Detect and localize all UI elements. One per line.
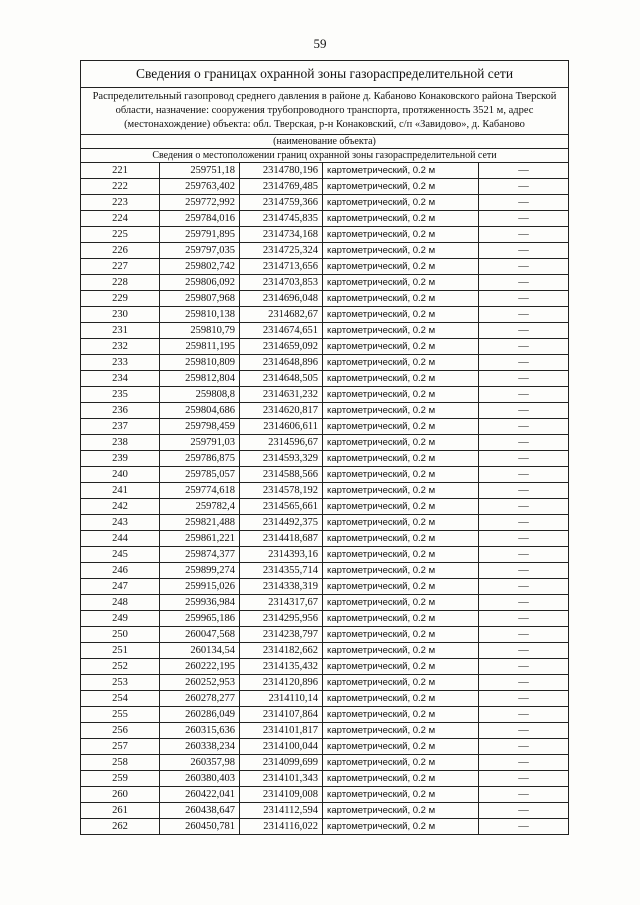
point-number-cell: 244	[81, 531, 160, 547]
table-row	[81, 211, 569, 227]
description-cell: —	[479, 243, 569, 259]
method-cell: картометрический, 0.2 м	[323, 739, 479, 755]
method-cell: картометрический, 0.2 м	[323, 355, 479, 371]
section-header-row	[81, 149, 569, 163]
x-coordinate-cell: 260278,277	[160, 691, 240, 707]
description-cell: —	[479, 611, 569, 627]
description-cell: —	[479, 659, 569, 675]
x-coordinate-cell: 259772,992	[160, 195, 240, 211]
point-number-cell: 248	[81, 595, 160, 611]
y-coordinate-cell: 2314338,319	[240, 579, 323, 595]
point-number-cell: 233	[81, 355, 160, 371]
method-cell: картометрический, 0.2 м	[323, 547, 479, 563]
x-coordinate-cell: 260438,647	[160, 803, 240, 819]
x-coordinate-cell: 259811,195	[160, 339, 240, 355]
point-number-cell: 260	[81, 787, 160, 803]
point-number-cell: 225	[81, 227, 160, 243]
point-number-cell: 221	[81, 163, 160, 179]
table-row	[81, 819, 569, 835]
point-number-cell: 257	[81, 739, 160, 755]
point-number-cell: 232	[81, 339, 160, 355]
point-number-cell: 262	[81, 819, 160, 835]
table-row	[81, 179, 569, 195]
x-coordinate-cell: 260134,54	[160, 643, 240, 659]
description-cell: —	[479, 627, 569, 643]
table-row	[81, 691, 569, 707]
y-coordinate-cell: 2314135,432	[240, 659, 323, 675]
description-cell: —	[479, 547, 569, 563]
y-coordinate-cell: 2314725,324	[240, 243, 323, 259]
y-coordinate-cell: 2314593,329	[240, 451, 323, 467]
method-cell: картометрический, 0.2 м	[323, 515, 479, 531]
table-row	[81, 371, 569, 387]
point-number-cell: 224	[81, 211, 160, 227]
table-row	[81, 627, 569, 643]
y-coordinate-cell: 2314745,835	[240, 211, 323, 227]
description-cell: —	[479, 451, 569, 467]
method-cell: картометрический, 0.2 м	[323, 819, 479, 835]
table-row	[81, 435, 569, 451]
y-coordinate-cell: 2314674,651	[240, 323, 323, 339]
method-cell: картометрический, 0.2 м	[323, 451, 479, 467]
point-number-cell: 258	[81, 755, 160, 771]
table-row	[81, 243, 569, 259]
point-number-cell: 239	[81, 451, 160, 467]
x-coordinate-cell: 259784,016	[160, 211, 240, 227]
point-number-cell: 231	[81, 323, 160, 339]
description-cell: —	[479, 819, 569, 835]
table-body	[81, 61, 569, 835]
description-cell: —	[479, 211, 569, 227]
table-row	[81, 403, 569, 419]
method-cell: картометрический, 0.2 м	[323, 467, 479, 483]
table-row	[81, 659, 569, 675]
method-cell: картометрический, 0.2 м	[323, 499, 479, 515]
table-row	[81, 675, 569, 691]
method-cell: картометрический, 0.2 м	[323, 595, 479, 611]
x-coordinate-cell: 259791,03	[160, 435, 240, 451]
description-cell: —	[479, 755, 569, 771]
x-coordinate-cell: 259807,968	[160, 291, 240, 307]
y-coordinate-cell: 2314393,16	[240, 547, 323, 563]
y-coordinate-cell: 2314620,817	[240, 403, 323, 419]
table-row	[81, 355, 569, 371]
table-row	[81, 419, 569, 435]
method-cell: картометрический, 0.2 м	[323, 419, 479, 435]
description-cell: —	[479, 771, 569, 787]
x-coordinate-cell: 259874,377	[160, 547, 240, 563]
method-cell: картометрический, 0.2 м	[323, 691, 479, 707]
table-title: Сведения о границах охранной зоны газораспределительной сети	[81, 61, 569, 88]
method-cell: картометрический, 0.2 м	[323, 291, 479, 307]
point-number-cell: 236	[81, 403, 160, 419]
y-coordinate-cell: 2314780,196	[240, 163, 323, 179]
y-coordinate-cell: 2314596,67	[240, 435, 323, 451]
point-number-cell: 259	[81, 771, 160, 787]
description-cell: —	[479, 387, 569, 403]
table-row	[81, 771, 569, 787]
x-coordinate-cell: 259965,186	[160, 611, 240, 627]
method-cell: картометрический, 0.2 м	[323, 403, 479, 419]
point-number-cell: 229	[81, 291, 160, 307]
method-cell: картометрический, 0.2 м	[323, 179, 479, 195]
description-cell: —	[479, 259, 569, 275]
description-cell: —	[479, 163, 569, 179]
point-number-cell: 251	[81, 643, 160, 659]
description-cell: —	[479, 371, 569, 387]
table-row	[81, 563, 569, 579]
object-caption: (наименование объекта)	[81, 135, 569, 149]
description-cell: —	[479, 803, 569, 819]
point-number-cell: 246	[81, 563, 160, 579]
method-cell: картометрический, 0.2 м	[323, 259, 479, 275]
x-coordinate-cell: 260286,049	[160, 707, 240, 723]
y-coordinate-cell: 2314648,896	[240, 355, 323, 371]
table-row	[81, 611, 569, 627]
y-coordinate-cell: 2314418,687	[240, 531, 323, 547]
x-coordinate-cell: 259751,18	[160, 163, 240, 179]
caption-row	[81, 135, 569, 149]
y-coordinate-cell: 2314116,022	[240, 819, 323, 835]
point-number-cell: 256	[81, 723, 160, 739]
x-coordinate-cell: 259774,618	[160, 483, 240, 499]
point-number-cell: 245	[81, 547, 160, 563]
y-coordinate-cell: 2314606,611	[240, 419, 323, 435]
point-number-cell: 238	[81, 435, 160, 451]
method-cell: картометрический, 0.2 м	[323, 195, 479, 211]
method-cell: картометрический, 0.2 м	[323, 627, 479, 643]
x-coordinate-cell: 260252,953	[160, 675, 240, 691]
y-coordinate-cell: 2314112,594	[240, 803, 323, 819]
method-cell: картометрический, 0.2 м	[323, 803, 479, 819]
description-row	[81, 88, 569, 135]
method-cell: картометрический, 0.2 м	[323, 323, 479, 339]
point-number-cell: 222	[81, 179, 160, 195]
description-cell: —	[479, 579, 569, 595]
method-cell: картометрический, 0.2 м	[323, 531, 479, 547]
y-coordinate-cell: 2314759,366	[240, 195, 323, 211]
method-cell: картометрический, 0.2 м	[323, 483, 479, 499]
y-coordinate-cell: 2314109,008	[240, 787, 323, 803]
x-coordinate-cell: 259791,895	[160, 227, 240, 243]
y-coordinate-cell: 2314355,714	[240, 563, 323, 579]
table-row	[81, 291, 569, 307]
method-cell: картометрический, 0.2 м	[323, 723, 479, 739]
point-number-cell: 227	[81, 259, 160, 275]
x-coordinate-cell: 259786,875	[160, 451, 240, 467]
y-coordinate-cell: 2314565,661	[240, 499, 323, 515]
method-cell: картометрический, 0.2 м	[323, 787, 479, 803]
table-row	[81, 803, 569, 819]
section-header: Сведения о местоположении границ охранной зоны газораспределительной сети	[81, 149, 569, 163]
y-coordinate-cell: 2314703,853	[240, 275, 323, 291]
page-number: 59	[313, 36, 327, 51]
description-cell: —	[479, 787, 569, 803]
description-cell: —	[479, 531, 569, 547]
object-description: Распределительный газопровод среднего давления в районе д. Кабаново Конаковского района Тверской области, назначение: сооружения трубопроводного транспорта, протяженность 3521 м, адрес (местонахождение) объекта: обл. Тверская, р-н Конаковский, с/п «Завидово», д. Кабаново	[81, 88, 569, 135]
x-coordinate-cell: 259808,8	[160, 387, 240, 403]
table-row	[81, 323, 569, 339]
method-cell: картометрический, 0.2 м	[323, 227, 479, 243]
y-coordinate-cell: 2314182,662	[240, 643, 323, 659]
x-coordinate-cell: 259915,026	[160, 579, 240, 595]
point-number-cell: 237	[81, 419, 160, 435]
method-cell: картометрический, 0.2 м	[323, 435, 479, 451]
point-number-cell: 242	[81, 499, 160, 515]
method-cell: картометрический, 0.2 м	[323, 771, 479, 787]
y-coordinate-cell: 2314120,896	[240, 675, 323, 691]
table-row	[81, 723, 569, 739]
x-coordinate-cell: 260222,195	[160, 659, 240, 675]
method-cell: картометрический, 0.2 м	[323, 387, 479, 403]
y-coordinate-cell: 2314295,956	[240, 611, 323, 627]
description-cell: —	[479, 675, 569, 691]
y-coordinate-cell: 2314101,817	[240, 723, 323, 739]
x-coordinate-cell: 260315,636	[160, 723, 240, 739]
point-number-cell: 234	[81, 371, 160, 387]
x-coordinate-cell: 259785,057	[160, 467, 240, 483]
description-cell: —	[479, 339, 569, 355]
table-row	[81, 707, 569, 723]
point-number-cell: 235	[81, 387, 160, 403]
x-coordinate-cell: 259821,488	[160, 515, 240, 531]
table-row	[81, 387, 569, 403]
method-cell: картометрический, 0.2 м	[323, 371, 479, 387]
description-cell: —	[479, 179, 569, 195]
description-cell: —	[479, 275, 569, 291]
table-row	[81, 275, 569, 291]
y-coordinate-cell: 2314317,67	[240, 595, 323, 611]
x-coordinate-cell: 260450,781	[160, 819, 240, 835]
description-cell: —	[479, 643, 569, 659]
y-coordinate-cell: 2314238,797	[240, 627, 323, 643]
x-coordinate-cell: 259806,092	[160, 275, 240, 291]
description-cell: —	[479, 723, 569, 739]
point-number-cell: 223	[81, 195, 160, 211]
method-cell: картометрический, 0.2 м	[323, 611, 479, 627]
table-row	[81, 451, 569, 467]
table-row	[81, 787, 569, 803]
table-row	[81, 755, 569, 771]
x-coordinate-cell: 259782,4	[160, 499, 240, 515]
description-cell: —	[479, 483, 569, 499]
description-cell: —	[479, 355, 569, 371]
description-cell: —	[479, 403, 569, 419]
description-cell: —	[479, 435, 569, 451]
method-cell: картометрический, 0.2 м	[323, 243, 479, 259]
x-coordinate-cell: 259810,809	[160, 355, 240, 371]
method-cell: картометрический, 0.2 м	[323, 275, 479, 291]
description-cell: —	[479, 739, 569, 755]
y-coordinate-cell: 2314713,656	[240, 259, 323, 275]
table-row	[81, 163, 569, 179]
method-cell: картометрический, 0.2 м	[323, 307, 479, 323]
point-number-cell: 247	[81, 579, 160, 595]
description-cell: —	[479, 563, 569, 579]
point-number-cell: 255	[81, 707, 160, 723]
x-coordinate-cell: 259810,138	[160, 307, 240, 323]
x-coordinate-cell: 259812,804	[160, 371, 240, 387]
y-coordinate-cell: 2314099,699	[240, 755, 323, 771]
method-cell: картометрический, 0.2 м	[323, 563, 479, 579]
boundary-table	[80, 60, 569, 835]
table-row	[81, 643, 569, 659]
description-cell: —	[479, 323, 569, 339]
point-number-cell: 240	[81, 467, 160, 483]
y-coordinate-cell: 2314101,343	[240, 771, 323, 787]
x-coordinate-cell: 259802,742	[160, 259, 240, 275]
method-cell: картометрический, 0.2 м	[323, 755, 479, 771]
method-cell: картометрический, 0.2 м	[323, 659, 479, 675]
y-coordinate-cell: 2314631,232	[240, 387, 323, 403]
y-coordinate-cell: 2314659,092	[240, 339, 323, 355]
y-coordinate-cell: 2314107,864	[240, 707, 323, 723]
x-coordinate-cell: 259798,459	[160, 419, 240, 435]
y-coordinate-cell: 2314100,044	[240, 739, 323, 755]
table-row	[81, 499, 569, 515]
point-number-cell: 243	[81, 515, 160, 531]
point-number-cell: 261	[81, 803, 160, 819]
method-cell: картометрический, 0.2 м	[323, 163, 479, 179]
method-cell: картометрический, 0.2 м	[323, 643, 479, 659]
table-row	[81, 307, 569, 323]
y-coordinate-cell: 2314682,67	[240, 307, 323, 323]
x-coordinate-cell: 260380,403	[160, 771, 240, 787]
table-row	[81, 467, 569, 483]
x-coordinate-cell: 259763,402	[160, 179, 240, 195]
point-number-cell: 253	[81, 675, 160, 691]
method-cell: картометрический, 0.2 м	[323, 675, 479, 691]
point-number-cell: 241	[81, 483, 160, 499]
method-cell: картометрический, 0.2 м	[323, 339, 479, 355]
description-cell: —	[479, 419, 569, 435]
x-coordinate-cell: 260047,568	[160, 627, 240, 643]
method-cell: картометрический, 0.2 м	[323, 579, 479, 595]
description-cell: —	[479, 291, 569, 307]
y-coordinate-cell: 2314769,485	[240, 179, 323, 195]
table-row	[81, 739, 569, 755]
point-number-cell: 226	[81, 243, 160, 259]
y-coordinate-cell: 2314492,375	[240, 515, 323, 531]
y-coordinate-cell: 2314696,048	[240, 291, 323, 307]
x-coordinate-cell: 260357,98	[160, 755, 240, 771]
description-cell: —	[479, 227, 569, 243]
table-row	[81, 515, 569, 531]
table-row	[81, 483, 569, 499]
title-row	[81, 61, 569, 88]
point-number-cell: 230	[81, 307, 160, 323]
description-cell: —	[479, 515, 569, 531]
x-coordinate-cell: 259797,035	[160, 243, 240, 259]
x-coordinate-cell: 260422,041	[160, 787, 240, 803]
x-coordinate-cell: 260338,234	[160, 739, 240, 755]
point-number-cell: 228	[81, 275, 160, 291]
description-cell: —	[479, 307, 569, 323]
point-number-cell: 250	[81, 627, 160, 643]
point-number-cell: 254	[81, 691, 160, 707]
x-coordinate-cell: 259804,686	[160, 403, 240, 419]
description-cell: —	[479, 595, 569, 611]
description-cell: —	[479, 707, 569, 723]
x-coordinate-cell: 259936,984	[160, 595, 240, 611]
y-coordinate-cell: 2314648,505	[240, 371, 323, 387]
y-coordinate-cell: 2314734,168	[240, 227, 323, 243]
table-row	[81, 595, 569, 611]
table-row	[81, 339, 569, 355]
table-row	[81, 579, 569, 595]
y-coordinate-cell: 2314588,566	[240, 467, 323, 483]
point-number-cell: 252	[81, 659, 160, 675]
y-coordinate-cell: 2314578,192	[240, 483, 323, 499]
y-coordinate-cell: 2314110,14	[240, 691, 323, 707]
x-coordinate-cell: 259899,274	[160, 563, 240, 579]
table-row	[81, 259, 569, 275]
method-cell: картометрический, 0.2 м	[323, 707, 479, 723]
table-row	[81, 531, 569, 547]
method-cell: картометрический, 0.2 м	[323, 211, 479, 227]
description-cell: —	[479, 691, 569, 707]
point-number-cell: 249	[81, 611, 160, 627]
x-coordinate-cell: 259861,221	[160, 531, 240, 547]
table-row	[81, 195, 569, 211]
description-cell: —	[479, 499, 569, 515]
table-row	[81, 547, 569, 563]
table-row	[81, 227, 569, 243]
x-coordinate-cell: 259810,79	[160, 323, 240, 339]
description-cell: —	[479, 195, 569, 211]
description-cell: —	[479, 467, 569, 483]
